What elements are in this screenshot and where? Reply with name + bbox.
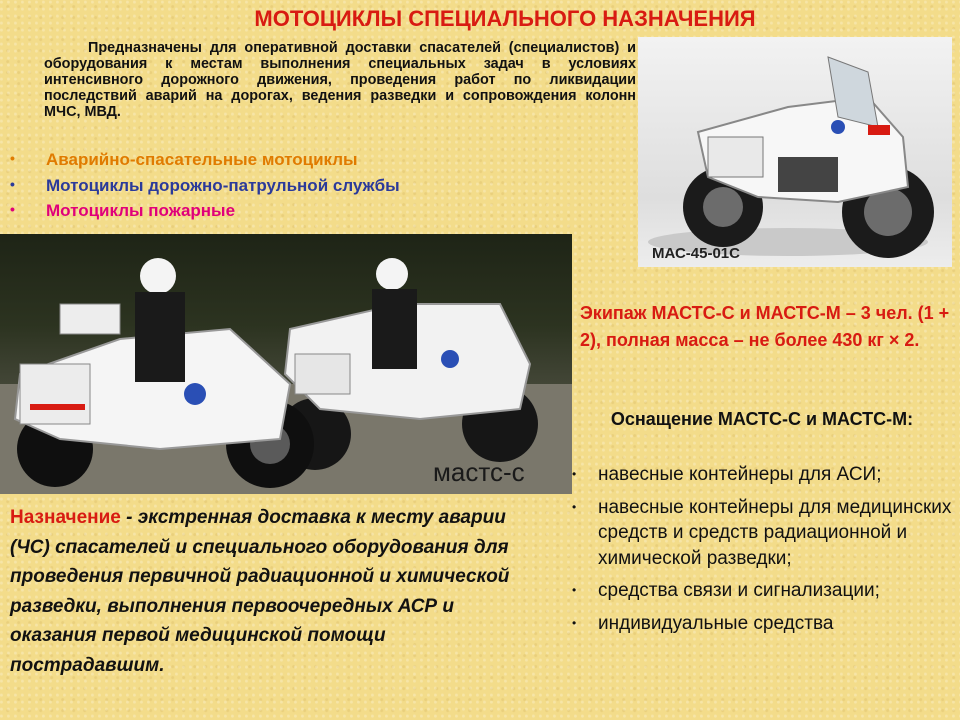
bullet-patrol xyxy=(10,176,400,196)
equipment-item-label: средства связи и сигнализации; xyxy=(598,580,880,601)
bullet-label: Аварийно-спасательные мотоциклы xyxy=(46,150,358,169)
bullet-dot-icon: • xyxy=(572,583,577,597)
bullet-fire xyxy=(10,201,235,221)
bullet-label: Мотоциклы пожарные xyxy=(46,201,236,220)
motorcycle-illustration xyxy=(638,37,952,267)
equipment-item-label: индивидуальные средства xyxy=(598,612,834,634)
list-item xyxy=(572,611,954,637)
bullet-dot-icon: • xyxy=(10,201,15,217)
list-item xyxy=(572,495,954,572)
motorcycle-photo xyxy=(638,37,952,267)
crew-info: Экипаж МАСТС-С и МАСТС-М – 3 чел. (1 + 2), полная масса – не более 430 кг × 2. xyxy=(580,303,950,350)
bullet-dot-icon: • xyxy=(572,615,577,630)
bullet-dot-icon: • xyxy=(10,150,15,166)
bullet-label: Мотоциклы дорожно-патрульной службы xyxy=(46,176,400,195)
purpose-lead: Назначение xyxy=(10,507,121,528)
photo-caption-mastsc: мастс-с xyxy=(433,457,525,487)
equipment-item-label: навесные контейнеры для АСИ; xyxy=(598,464,882,485)
mastsc-photo xyxy=(0,234,572,494)
purpose-paragraph xyxy=(10,503,530,680)
equipment-heading: Оснащение МАСТС-С и МАСТС-М: xyxy=(610,409,914,429)
slide-title: МОТОЦИКЛЫ СПЕЦИАЛЬНОГО НАЗНАЧЕНИЯ xyxy=(254,6,756,31)
bullet-dot-icon: • xyxy=(572,467,577,481)
intro-paragraph: Предназначены для оперативной доставки спасателей (специалистов) и оборудования к местам выполнения специальных задач в условиях интенсивного дорожного движения, проведения работ по ликвидации последствий аварий на дорогах, ведения разведки и сопровождения колонн МЧС, МВД. xyxy=(44,40,636,120)
photo-caption-mas: МАС-45-01С xyxy=(652,245,740,262)
bullet-dot-icon: • xyxy=(572,499,577,514)
bullet-dot-icon: • xyxy=(10,176,15,192)
motorcycles-illustration xyxy=(0,234,572,494)
equipment-list xyxy=(572,462,954,643)
purpose-text: - экстренная доставка к месту аварии (ЧС) спасателей и специального оборудования для проведения первичной радиационной и химической разведки, выполнения первоочередных АСР и оказания первой медицинской помощи пострадавшим. xyxy=(10,507,510,676)
list-item xyxy=(572,578,954,604)
equipment-item-label: навесные контейнеры для медицинских средств и средств радиационной и химической разведки; xyxy=(598,496,952,569)
list-item xyxy=(572,462,954,488)
bullet-rescue xyxy=(10,150,358,170)
